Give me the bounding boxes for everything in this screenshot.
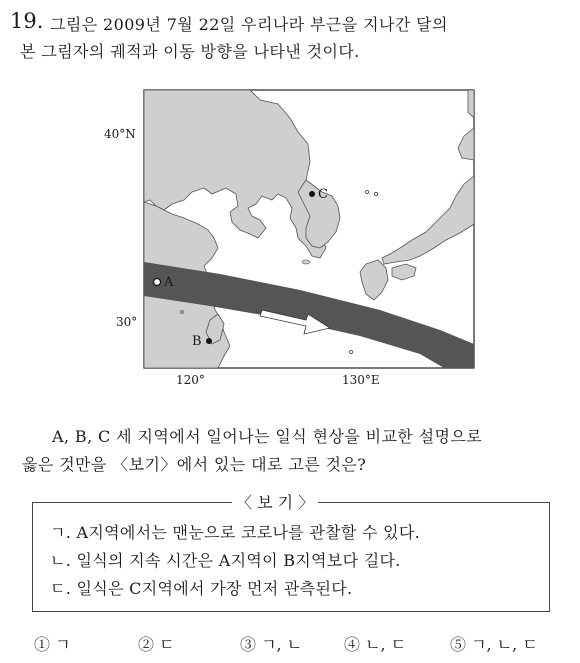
point-a-label: A — [164, 275, 174, 290]
jeju-island — [302, 260, 310, 264]
bogi-item-2: ㄴ. 일식의 지속 시간은 A지역이 B지역보다 길다. — [50, 551, 401, 570]
question-line-2: 본 그림자의 궤적과 이동 방향을 나타낸 것이다. — [20, 42, 360, 61]
question-line-1: 그림은 2009년 7월 22일 우리나라 부근을 지나간 달의 — [50, 15, 448, 34]
lon-label-left: 120° — [176, 373, 205, 387]
prompt-line-1: A, B, C 세 지역에서 일어나는 일식 현상을 비교한 설명으로 — [52, 427, 483, 446]
map-svg — [100, 88, 490, 388]
point-b-marker — [206, 338, 212, 344]
choice-5[interactable]: ⑤ ㄱ, ㄴ, ㄷ — [450, 635, 538, 654]
lat-label-top: 40°N — [104, 127, 136, 141]
choice-4[interactable]: ④ ㄴ, ㄷ — [344, 635, 407, 654]
lon-label-right: 130°E — [342, 373, 380, 387]
bogi-item-1: ㄱ. A지역에서는 맨눈으로 코로나를 관찰할 수 있다. — [50, 523, 421, 542]
point-c-marker — [309, 191, 315, 197]
question-number: 19. — [10, 9, 44, 33]
choice-2[interactable]: ② ㄷ — [138, 635, 175, 654]
point-a-marker — [154, 279, 161, 286]
lat-label-bottom: 30° — [116, 315, 138, 329]
eclipse-map — [100, 88, 490, 388]
prompt-line-2: 옳은 것만을 〈보기〉에서 있는 대로 고른 것은? — [22, 455, 367, 474]
point-b-label: B — [192, 334, 202, 349]
choice-1[interactable]: ① ㄱ — [34, 635, 71, 654]
choice-3[interactable]: ③ ㄱ, ㄴ — [240, 635, 303, 654]
bogi-title: 〈 보 기 〉 — [232, 490, 318, 513]
bogi-item-3: ㄷ. 일식은 C지역에서 가장 먼저 관측된다. — [50, 579, 353, 598]
point-c-label: C — [318, 187, 328, 202]
